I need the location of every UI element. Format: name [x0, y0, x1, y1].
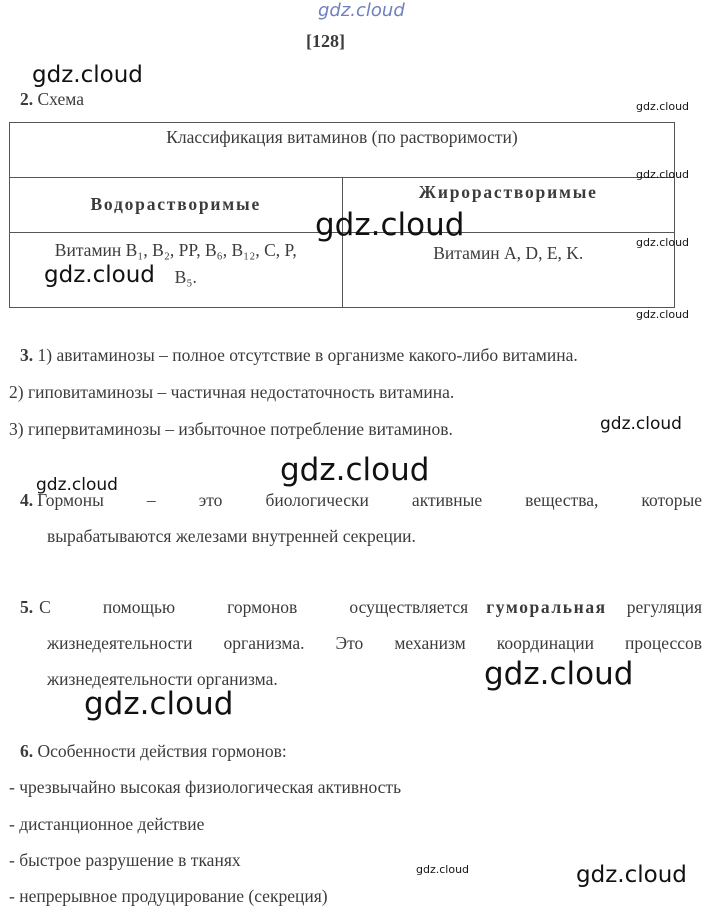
watermark: gdz.cloud [280, 452, 430, 488]
water-soluble-list-line2: B₅. [174, 266, 197, 287]
watermark: gdz.cloud [315, 207, 465, 243]
watermark: gdz.cloud [636, 168, 690, 181]
fat-soluble-vitamins: Витамин A, D, E, K. [342, 232, 675, 307]
q3-number: 3. [20, 345, 34, 365]
q6-number: 6. [20, 741, 34, 761]
list-item: - быстрое разрушение в тканях [9, 850, 241, 870]
q5-line2: жизнедеятельности организма. Это механизм координации процессов [47, 633, 702, 653]
watermark: gdz.cloud [36, 475, 118, 495]
q4-number: 4. [20, 490, 34, 510]
watermark: gdz.cloud [636, 308, 690, 321]
fat-soluble-label: Жирорастворимые [418, 182, 598, 203]
q3-line3: 3) гипервитаминозы – избыточное потребление витаминов. [9, 419, 453, 439]
list-item: - дистанционное действие [9, 814, 205, 834]
q5-text1a: С помощью гормонов осуществляется [39, 597, 469, 617]
q5-line1 [20, 597, 702, 618]
watermark: gdz.cloud [44, 262, 155, 288]
list-item: - чрезвычайно высокая физиологическая активность [9, 777, 402, 797]
q2-number: 2. [20, 89, 34, 109]
watermark: gdz.cloud [416, 863, 470, 876]
watermark-top: gdz.cloud [318, 0, 405, 21]
water-soluble-list-line1: Витамин B₁, B₂, PP, B₆, B₁₂, C, P, [54, 239, 297, 260]
q6-title: Особенности действия гормонов: [37, 741, 287, 761]
q4-line1 [20, 490, 702, 511]
watermark: gdz.cloud [32, 62, 143, 88]
watermark: gdz.cloud [484, 656, 634, 692]
page-number: [128] [306, 31, 345, 51]
watermark: gdz.cloud [576, 862, 687, 888]
q2-heading [20, 89, 84, 110]
watermark: gdz.cloud [600, 414, 682, 434]
watermark: gdz.cloud [636, 100, 690, 113]
q3-line2: 2) гиповитаминозы – частичная недостаточность витамина. [9, 382, 455, 402]
water-soluble-label: Водорастворимые [90, 194, 262, 215]
watermark: gdz.cloud [84, 686, 234, 722]
q5-number: 5. [20, 597, 34, 617]
q5-text1b: регуляция [626, 597, 702, 617]
table-title: Классификация витаминов (по растворимости) [10, 123, 675, 178]
q4-line2: вырабатываются железами внутренней секреции. [47, 526, 416, 546]
q3-line1 [20, 345, 578, 366]
q2-label: Схема [37, 89, 84, 109]
q5-line3: жизнедеятельности организма. [47, 669, 278, 689]
table-header-water-soluble [10, 178, 343, 232]
q4-text1: Гормоны – это биологически активные вещества, которые [37, 490, 702, 510]
watermark: gdz.cloud [636, 236, 690, 249]
q3-text1: 1) авитаминозы – полное отсутствие в организме какого-либо витамина. [37, 345, 578, 365]
q5-text1 [39, 597, 702, 618]
q6-heading [20, 741, 287, 762]
humoral-term: гуморальная [486, 597, 607, 617]
list-item: - непрерывное продуцирование (секреция) [9, 886, 328, 906]
